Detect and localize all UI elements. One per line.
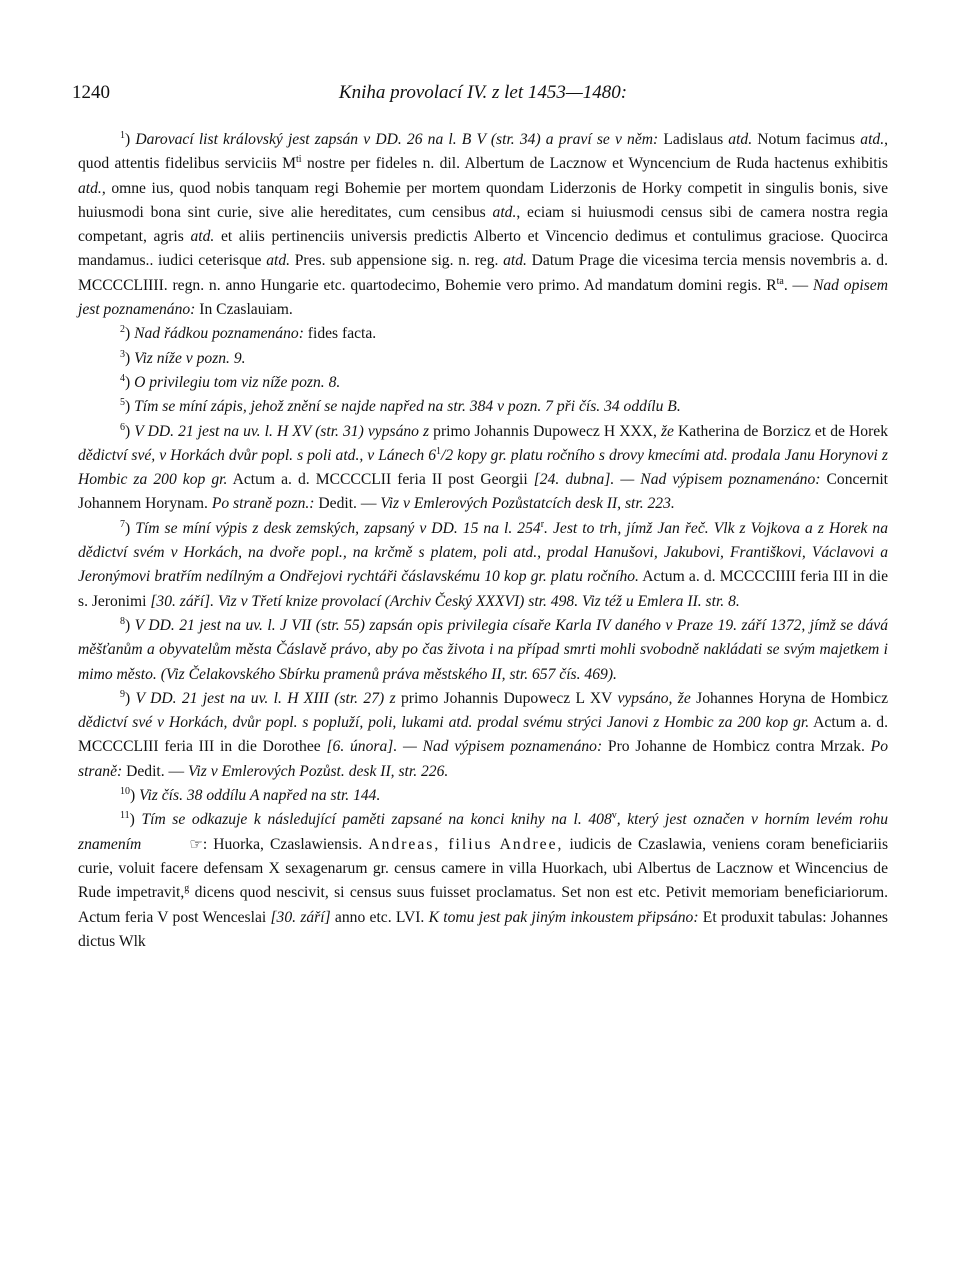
footnote-mark: 3 xyxy=(120,348,125,360)
note-text: anno etc. LVI. xyxy=(330,908,429,926)
superscript: v xyxy=(611,810,617,822)
note-text: . Jest to trh, jímž Jan řeč. Vlk z Vojkova a z Horek na dědictví svém v Horkách, na dvoře popl., na krčmě s platem, poli atd., prodal Hanušovi, Jakubovi, Františkovi, Václavovi a Jeronýmovi bratřím nedílným a Ondřejovi rychtáři čáslavskému 10 kop gr. platu ročního. xyxy=(78,519,888,586)
note-text: , který jest označen v horním levém rohu znamením xyxy=(78,811,888,853)
note-text: Po straně pozn.: xyxy=(211,495,315,513)
note-text: In Czaslauiam. xyxy=(195,301,293,319)
footnote-6: $^6$) V DD. 21 jest na uv. l. H XV (str. 31) vypsáno z primo Johannis Dupowecz H XXX, že Katherina de Borzicz et de Horek dědictví své, v Horkách dvůr popl. s poli atd., v Lánech $6^1/2$ kopy gr. platu ročního s drovy kmecími atd. prodala Janu Horynovi z Hombic za 200 kop gr. Actum a. d. MCCCCLII feria II post Georgii [24. dubna]. — Nad výpisem poznamenáno: Concernit Johannem Horynam. Po straně pozn.: Dedit. — Viz v Emlerových Pozůstatcích desk II, str. 223. xyxy=(78,421,889,513)
note-text: Actum a. d. MCCCCIIII feria III in die s. Jeronimi xyxy=(78,568,888,610)
footnote-5: $^5$) Tím se míní zápis, jehož znění se najde napřed na str. 384 v pozn. 7 při čís. 34 oddílu B. xyxy=(120,397,681,416)
footnote-7: $^7$) Tím se míní výpis z desk zemských, zapsaný v DD. 15 na l. 254$^r$. Jest to trh, jímž Jan řeč. Vlk z Vojkova a z Horek na dědictví svém v Horkách, na dvoře popl., na krčmě s platem, poli atd., prodal Hanušovi, Jakubovi, Františkovi, Václavovi a Jeronýmovi bratřím nedílným a Ondřejovi rychtáři čáslavskému 10 kop gr. platu ročního. Actum a. d. MCCCCIIII feria III in die s. Jeronimi [30. září]. Viz v Třetí knize provolací (Archiv Český XXXVI) str. 498. Viz též u Emlera II. str. 8. xyxy=(78,518,888,610)
superscript: 1 xyxy=(436,445,442,457)
footnote-2: $^2$) Nad řádkou poznamenáno: fides facta. xyxy=(120,324,377,343)
note-text: Notum facimus xyxy=(752,131,861,148)
note-text: Nad opisem jest poznamenáno: xyxy=(78,276,888,319)
spaced-text: Andreas, filius Andree, xyxy=(368,835,564,853)
note-text: , quod attentis fidelibus serviciis M xyxy=(78,131,889,173)
note-text: Darovací list královský jest zapsán v DD. 26 na l. B V (str. 34) a praví se v něm: xyxy=(135,131,659,148)
note-text: vypsáno, že xyxy=(617,689,691,707)
footnote-9: $^9$) V DD. 21 jest na uv. l. H XIII (str. 27) z primo Johannis Dupowecz L XV vypsáno, že Johannes Horyna de Hombicz dědictví své v Horkách, dvůr popl. s popluží, poli, lukami atd. prodal svému strýci Janovi z Hombic za 200 kop gr. Actum a. d. MCCCCLIII feria III in die Dorothee [6. února]. — Nad výpisem poznamenáno: Pro Johanne de Hombicz contra Mrzak. Po straně: Dedit. — Viz v Emlerových Pozůst. desk II, str. 226. xyxy=(78,688,888,780)
note-text: [24. dubna]. — Nad výpisem poznamenáno: xyxy=(533,471,821,489)
footnote-10: $^{10}$) Viz čís. 38 oddílu A napřed na str. 144. xyxy=(120,785,381,805)
note-text: atd. xyxy=(190,228,215,246)
superscript: ti xyxy=(296,154,302,166)
footnote-mark: 8 xyxy=(120,615,125,627)
page-header xyxy=(72,82,888,112)
footnote-1: $^1$) Darovací list královský jest zapsán v DD. 26 na l. B V (str. 34) a praví se v něm: Ladislaus atd. Notum facimus atd., quod attentis fidelibus serviciis $M^{ti}$ nostre per fideles n. dil. Albertum de Lacznow et Wyncencium de Ruda hactenus exhibitis atd., omne ius, quod nobis tanquam regi Bohemie per mortem quondam Liderzonis de Horky competit in singulis bonis, sive huiusmodi bona sint curie, sive alie hereditates, cum censibus atd., eciam si huiusmodi census sibi de camera nostra regia competant, agris atd. et aliis pertinenciis universis predictis Alberto et Vincencio dedimus et contulimus graciose. Quocirca mandamus.. iudici ceterisque atd. Pres. sub appensione sig. n. reg. atd. Datum Prage die vicesima tercia mensis novembris a. d. MCCCCLIIII. regn. n. anno Hungarie etc. quartodecimo, Bohemie vero primo. Ad mandatum domini regis. $R^{ta}$. — Nad opisem jest poznamenáno: In Czaslauiam. xyxy=(78,129,889,319)
note-text: Pro Johanne de Hombicz contra Mrzak. xyxy=(602,738,871,756)
footnote-mark: 7 xyxy=(120,518,125,530)
footnote-mark: 5 xyxy=(120,397,125,409)
note-text: iudicis de Czaslawia, veniens coram beneficiariis curie, voluit facere defensam X sexagenarum gr. census camere in villa Huorkach, ubi Albertus de Lacznow et Wincencius de Rude impetravit, xyxy=(78,835,889,902)
footnote-8: $^8$) V DD. 21 jest na uv. l. J VII (str. 55) zapsán opis privilegia císaře Karla IV daného v Praze 19. září 1372, jímž se dává měšťanům a obyvatelům města Čáslavě právo, aby po čas života i na případ smrti mohli svobodně nakládati se svým majetkem i mimo město. (Viz Čelakovského Sbírku pramenů práva městského II, str. 657 čís. 469). xyxy=(78,615,888,683)
footnote-4: $^4$) O privilegiu tom viz níže pozn. 8. xyxy=(120,372,341,391)
note-text: . — xyxy=(783,276,813,294)
page-number: 1240 xyxy=(72,82,110,103)
footnote-mark: 11 xyxy=(120,810,130,822)
note-text: [30. září]. Viz v Třetí knize provolací (Archiv Český XXXVI) str. 498. Viz též u Emlera II. str. 8. xyxy=(150,592,740,610)
page xyxy=(72,82,889,954)
footnote-11: $^{11}$) Tím se odkazuje k následující paměti zapsané na konci knihy na l. 408$^v$, který jest označen v horním levém rohu znamením ☞: Huorka, Czaslawiensis. Andreas, filius Andree, iudicis de Czaslawia, veniens coram beneficiariis curie, voluit facere defensam X sexagenarum gr. census camere in villa Huorkach, ubi Albertus de Lacznow et Wincencius de Rude impetravit,$^g$ dicens quod nescivit, si census suus fuisset proclamatus. Set non est etc. Petivit memoriam beneficiariorum. Actum feria V post Wenceslai [30. září] anno etc. LVI. K tomu jest pak jiným inkoustem připsáno: Et produxit tabulas: Johannes dictus Wlk xyxy=(78,810,889,950)
note-text: atd. xyxy=(78,179,102,197)
footnote-mark: 6 xyxy=(120,421,125,433)
footnote-mark: 1 xyxy=(120,129,125,141)
note-text: Ladislaus xyxy=(658,131,729,148)
note-text: Actum a. d. MCCCCLII feria II post Georgii xyxy=(227,471,534,489)
note-text: fides facta. xyxy=(303,325,377,343)
note-text: Datum Prage die vicesima tercia mensis novembris a. d. MCCCCLIIII. regn. n. anno Hungarie etc. quartodecimo, Bohemie vero primo. Ad mandatum domini regis. R xyxy=(78,252,888,294)
note-text: Pres. sub appensione sig. n. reg. xyxy=(290,252,504,270)
note-text: primo Johannis Dupowecz L XV xyxy=(395,689,618,707)
note-text: Et produxit tabulas: Johannes dictus Wlk xyxy=(78,908,889,950)
note-text: dědictví své v Horkách, dvůr popl. s popluží, poli, lukami atd. prodal svému strýci Janovi z Hombic za 200 kop gr. xyxy=(78,714,810,732)
superscript: r xyxy=(540,518,545,530)
note-text: V DD. 21 jest na uv. l. J VII (str. 55) zapsán opis privilegia císaře Karla IV daného v Praze 19. září 1372, jímž se dává měšťanům a obyvatelům města Čáslavě právo, aby po čas života i na případ smrti mohli svobodně nakládati se svým majetkem i mimo město. (Viz Čelakovského Sbírku pramenů práva městského II, str. 657 čís. 469). xyxy=(78,616,888,683)
note-text: /2 xyxy=(441,446,454,464)
note-text: dicens quod nescivit, si census suus fuisset proclamatus. Set non est etc. Petivit memoriam beneficiariorum. Actum feria V post Wenceslai xyxy=(78,884,888,926)
note-text: nostre per fideles n. dil. Albertum de Lacznow et Wyncencium de Ruda hactenus exhibitis xyxy=(301,155,888,173)
note-text: atd. xyxy=(728,131,753,148)
note-text: : Huorka, Czaslawiensis. xyxy=(202,835,369,853)
note-text: Tím se míní zápis, jehož znění se najde napřed na str. 384 v pozn. 7 při čís. 34 oddílu B. xyxy=(134,398,681,416)
note-text: Tím se míní výpis z desk zemských, zapsaný v DD. 15 na l. 254 xyxy=(135,519,541,537)
footnote-mark: 4 xyxy=(120,372,125,384)
note-text: Tím se odkazuje k následující paměti zapsané na konci knihy na l. 408 xyxy=(141,811,612,829)
footnote-mark: 9 xyxy=(120,688,125,700)
note-text: [6. února]. — Nad výpisem poznamenáno: xyxy=(326,738,603,756)
note-text: Po straně: xyxy=(78,738,888,780)
running-title: Kniha provolací IV. z let 1453—1480: xyxy=(338,82,628,103)
note-text: Viz níže v pozn. 9. xyxy=(134,349,246,367)
note-text: Actum a. d. MCCCCLIII feria III in die Dorothee xyxy=(78,714,888,756)
note-text: atd. xyxy=(266,252,291,270)
note-text: Nad řádkou poznamenáno: xyxy=(134,325,304,343)
footnotes xyxy=(78,128,888,954)
note-text: kopy gr. platu ročního s drovy kmecími atd. prodala Janu Horynovi z Hombic za 200 kop gr. xyxy=(78,446,888,489)
note-text: Viz v Emlerových Pozůst. desk II, str. 226. xyxy=(188,762,449,780)
note-text: Johannes Horyna de Hombicz xyxy=(690,689,888,707)
superscript: g xyxy=(184,883,190,895)
note-text: V DD. 21 jest na uv. l. H XIII (str. 27) z xyxy=(135,689,396,707)
footnote-mark: 10 xyxy=(120,785,130,797)
note-text: Katherina de Borzicz et de Horek xyxy=(673,422,889,440)
note-text: dědictví své, v Horkách dvůr popl. s poli atd., v Lánech 6 xyxy=(78,446,437,464)
note-text: Dedit. — xyxy=(314,495,381,513)
note-text: Viz čís. 38 oddílu A napřed na str. 144. xyxy=(139,787,381,805)
note-text: , eciam si huiusmodi census sibi de camera nostra regia competant, agris xyxy=(78,203,888,246)
note-text: že xyxy=(660,422,674,440)
note-text: et aliis pertinenciis universis predictis Alberto et Vincencio dedimus et contulimus graciose. Quocirca mandamus.. iudici ceterisque xyxy=(78,228,888,270)
footnote-mark: 2 xyxy=(120,324,125,336)
note-text: atd. xyxy=(860,131,885,148)
note-text: Concernit Johannem Horynam. xyxy=(78,471,889,513)
footnote-3: $^3$) Viz níže v pozn. 9. xyxy=(120,348,246,367)
note-text: Viz v Emlerových Pozůstatcích desk II, str. 223. xyxy=(380,495,675,513)
note-text: atd. xyxy=(492,203,517,221)
superscript: ta xyxy=(776,275,784,287)
note-text: atd. xyxy=(503,252,527,270)
note-text: Dedit. — xyxy=(122,762,189,780)
note-text: O privilegiu tom viz níže pozn. 8. xyxy=(134,373,341,391)
note-text: V DD. 21 jest na uv. l. H XV (str. 31) vypsáno z xyxy=(134,422,430,440)
note-text: [30. září] xyxy=(270,908,331,926)
note-text: K tomu jest pak jiným inkoustem připsáno: xyxy=(428,908,699,926)
note-text: , omne ius, quod nobis tanquam regi Bohemie per mortem quondam Liderzonis de Horky competit in singulis bonis, sive huiusmodi bona sint curie, sive alie hereditates, cum censibus xyxy=(78,179,888,221)
note-text: primo Johannis Dupowecz H XXX, xyxy=(429,422,661,440)
pointing-hand-icon: ☞ xyxy=(189,836,203,853)
